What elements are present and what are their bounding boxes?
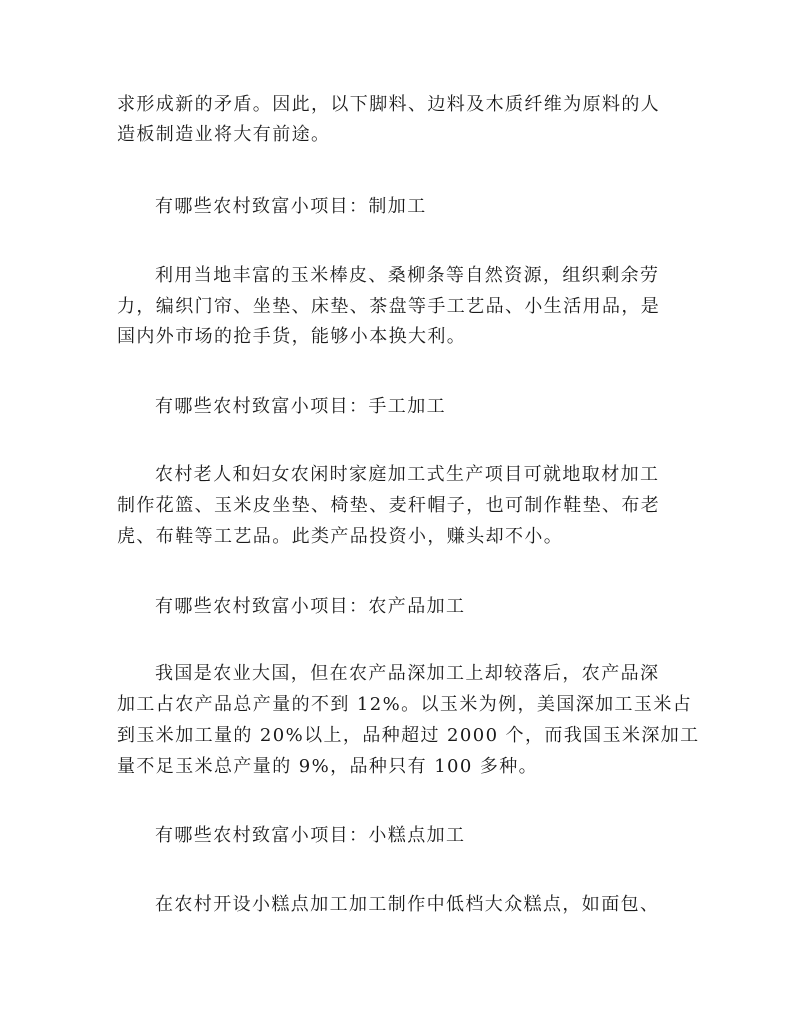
section-heading: 有哪些农村致富小项目：制加工 xyxy=(155,196,427,217)
paragraph-line: 量不足玉米总产量的 9%，品种只有 100 多种。 xyxy=(117,756,539,777)
paragraph-line: 造板制造业将大有前途。 xyxy=(117,124,331,145)
paragraph-line: 到玉米加工量的 20%以上，品种超过 2000 个，而我国玉米深加工 xyxy=(117,725,700,746)
paragraph-line: 农村老人和妇女农闲时家庭加工式生产项目可就地取材加工 xyxy=(155,464,660,485)
paragraph-line: 求形成新的矛盾。因此，以下脚料、边料及木质纤维为原料的人 xyxy=(117,94,661,115)
paragraph-line: 国内外市场的抢手货，能够小本换大利。 xyxy=(117,326,467,347)
section-heading: 有哪些农村致富小项目：小糕点加工 xyxy=(155,825,466,846)
paragraph-line: 虎、布鞋等工艺品。此类产品投资小，赚头却不小。 xyxy=(117,526,564,547)
paragraph-line: 力，编织门帘、坐垫、床垫、茶盘等手工艺品、小生活用品，是 xyxy=(117,296,661,317)
paragraph-line: 利用当地丰富的玉米棒皮、桑柳条等自然资源，组织剩余劳 xyxy=(155,265,660,286)
paragraph-line: 加工占农产品总产量的不到 12%。以玉米为例，美国深加工玉米占 xyxy=(117,694,693,715)
section-heading: 有哪些农村致富小项目：农产品加工 xyxy=(155,596,466,617)
paragraph-line: 在农村开设小糕点加工加工制作中低档大众糕点，如面包、 xyxy=(155,894,660,915)
paragraph-line: 制作花篮、玉米皮坐垫、椅垫、麦秆帽子，也可制作鞋垫、布老 xyxy=(117,495,661,516)
section-heading: 有哪些农村致富小项目：手工加工 xyxy=(155,396,446,417)
paragraph-line: 我国是农业大国，但在农产品深加工上却较落后，农产品深 xyxy=(155,663,660,684)
